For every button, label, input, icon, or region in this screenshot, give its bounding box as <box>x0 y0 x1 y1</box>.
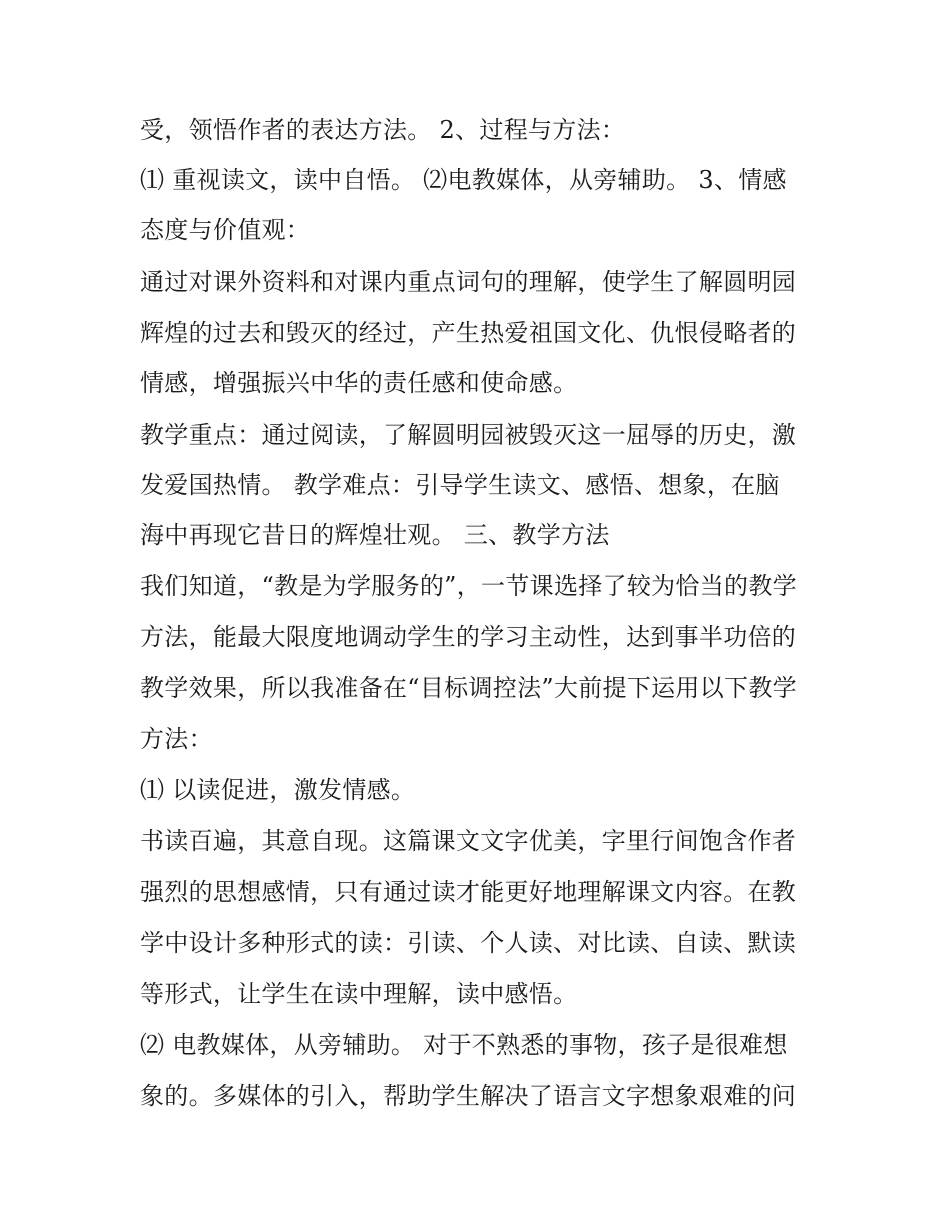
text-line: 学中设计多种形式的读：引读、个人读、对比读、自读、默读 <box>140 929 797 957</box>
text-line: 等形式，让学生在读中理解，读中感悟。 <box>140 980 578 1008</box>
text-line: 受，领悟作者的表达方法。 2、过程与方法： <box>140 116 626 144</box>
text-line: 方法，能最大限度地调动学生的学习主动性，达到事半功倍的 <box>140 623 797 651</box>
text-line: ⑴ 以读促进，激发情感。 <box>140 776 416 804</box>
text-line: 辉煌的过去和毁灭的经过，产生热爱祖国文化、仇恨侵略者的 <box>140 319 797 347</box>
text-line: 发爱国热情。 教学难点：引导学生读文、感悟、想象，在脑 <box>140 471 780 499</box>
text-line: ⑵ 电教媒体，从旁辅助。 对于不熟悉的事物，孩子是很难想 <box>140 1031 788 1059</box>
text-line: 强烈的思想感情，只有通过读才能更好地理解课文内容。在教 <box>140 878 797 906</box>
text-line: 态度与价值观： <box>140 216 311 244</box>
text-line: 象的。多媒体的引入，帮助学生解决了语言文字想象艰难的问 <box>140 1082 797 1110</box>
text-line: ⑴ 重视读文，读中自悟。 ⑵电教媒体，从旁辅助。 3、情感 <box>140 166 787 194</box>
text-line: 教学效果，所以我准备在“目标调控法”大前提下运用以下教学 <box>140 674 797 702</box>
text-line: 情感，增强振兴中华的责任感和使命感。 <box>140 369 578 397</box>
text-line: 我们知道，“教是为学服务的”，一节课选择了较为恰当的教学 <box>140 572 797 600</box>
text-line: 方法： <box>140 725 213 753</box>
text-line: 海中再现它昔日的辉煌壮观。 三、教学方法 <box>140 521 610 549</box>
text-line: 书读百遍，其意自现。这篇课文文字优美，字里行间饱含作者 <box>140 827 797 855</box>
text-line: 通过对课外资料和对课内重点词句的理解，使学生了解圆明园 <box>140 268 797 296</box>
text-line: 教学重点：通过阅读，了解圆明园被毁灭这一屈辱的历史，激 <box>140 421 797 449</box>
